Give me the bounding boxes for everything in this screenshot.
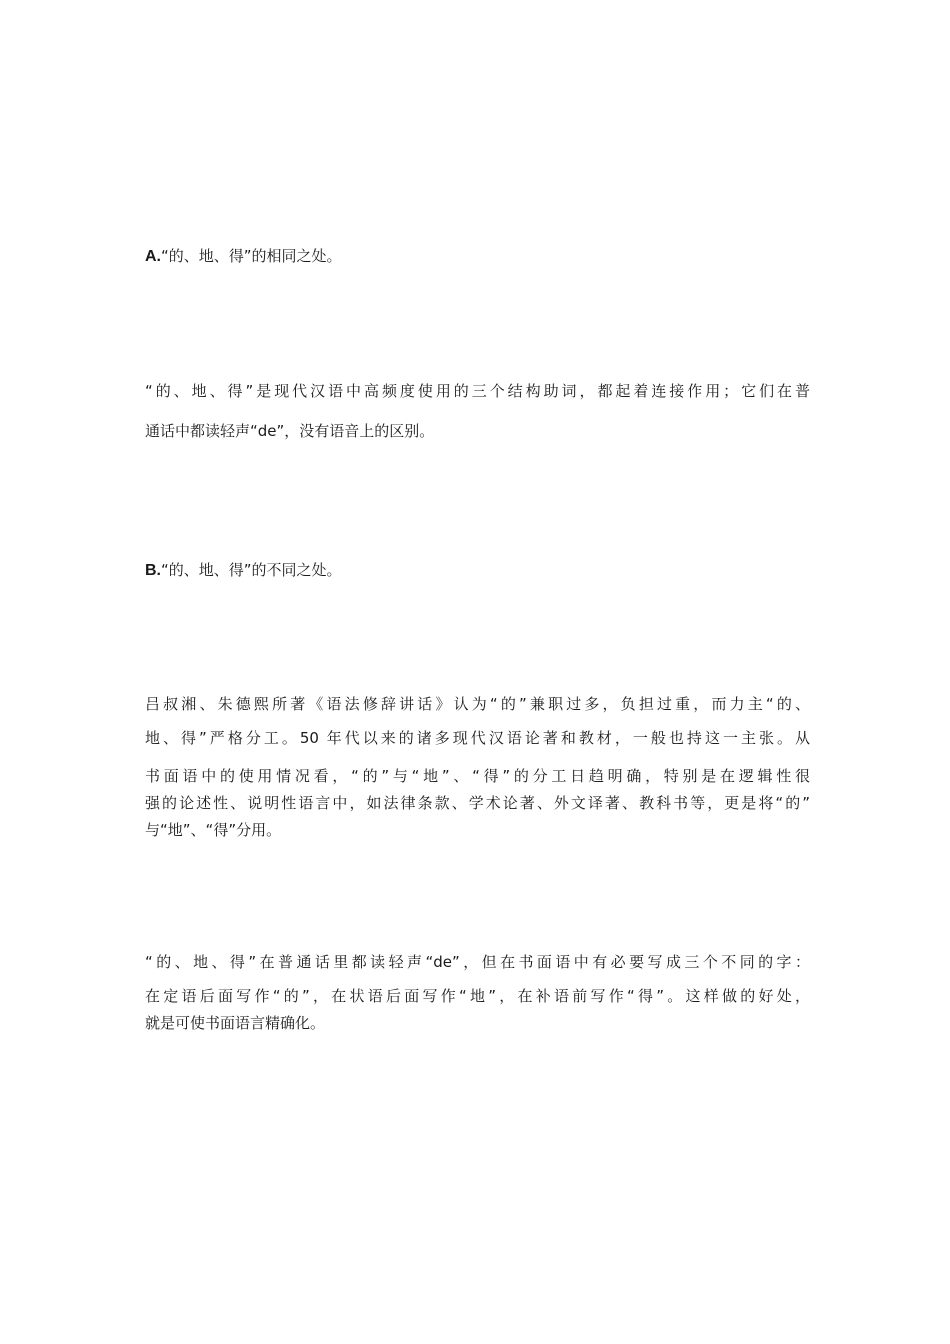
paragraph-line: 在定语后面写作“的”，在状语后面写作“地”，在补语前写作“得”。这样做的好处， [145, 987, 810, 1005]
paragraph-line: 地、得”严格分工。50 年代以来的诸多现代汉语论著和教材，一般也持这一主张。从 [145, 729, 810, 747]
section-b-heading [145, 557, 810, 584]
paragraph-line: 就是可使书面语言精确化。 [145, 1014, 326, 1032]
section-a-label: A. [145, 248, 161, 265]
paragraph-line: “的、地、得”在普通话里都读轻声“de”，但在书面语中有必要写成三个不同的字： [145, 953, 810, 971]
section-b-paragraph-1 [145, 691, 810, 843]
paragraph-line: 书面语中的使用情况看，“的”与“地”、“得”的分工日趋明确，特别是在逻辑性很 [145, 767, 810, 785]
section-a-heading [145, 243, 810, 270]
paragraph-line: 通话中都读轻声“de”，没有语音上的区别。 [145, 422, 435, 440]
section-b-title: “的、地、得”的不同之处。 [161, 561, 342, 579]
section-b-paragraph-2 [145, 949, 810, 1036]
paragraph-line: 与“地”、“得”分用。 [145, 821, 282, 839]
paragraph-line: 吕叔湘、朱德熙所著《语法修辞讲话》认为“的”兼职过多，负担过重，而力主“的、 [145, 695, 810, 713]
section-a-paragraph [145, 378, 810, 458]
paragraph-line: 强的论述性、说明性语言中，如法律条款、学术论著、外文译著、教科书等，更是将“的” [145, 794, 810, 812]
section-a-title: “的、地、得”的相同之处。 [161, 247, 342, 265]
section-b-label: B. [145, 562, 161, 579]
paragraph-line: “的、地、得”是现代汉语中高频度使用的三个结构助词，都起着连接作用；它们在普 [145, 382, 810, 400]
